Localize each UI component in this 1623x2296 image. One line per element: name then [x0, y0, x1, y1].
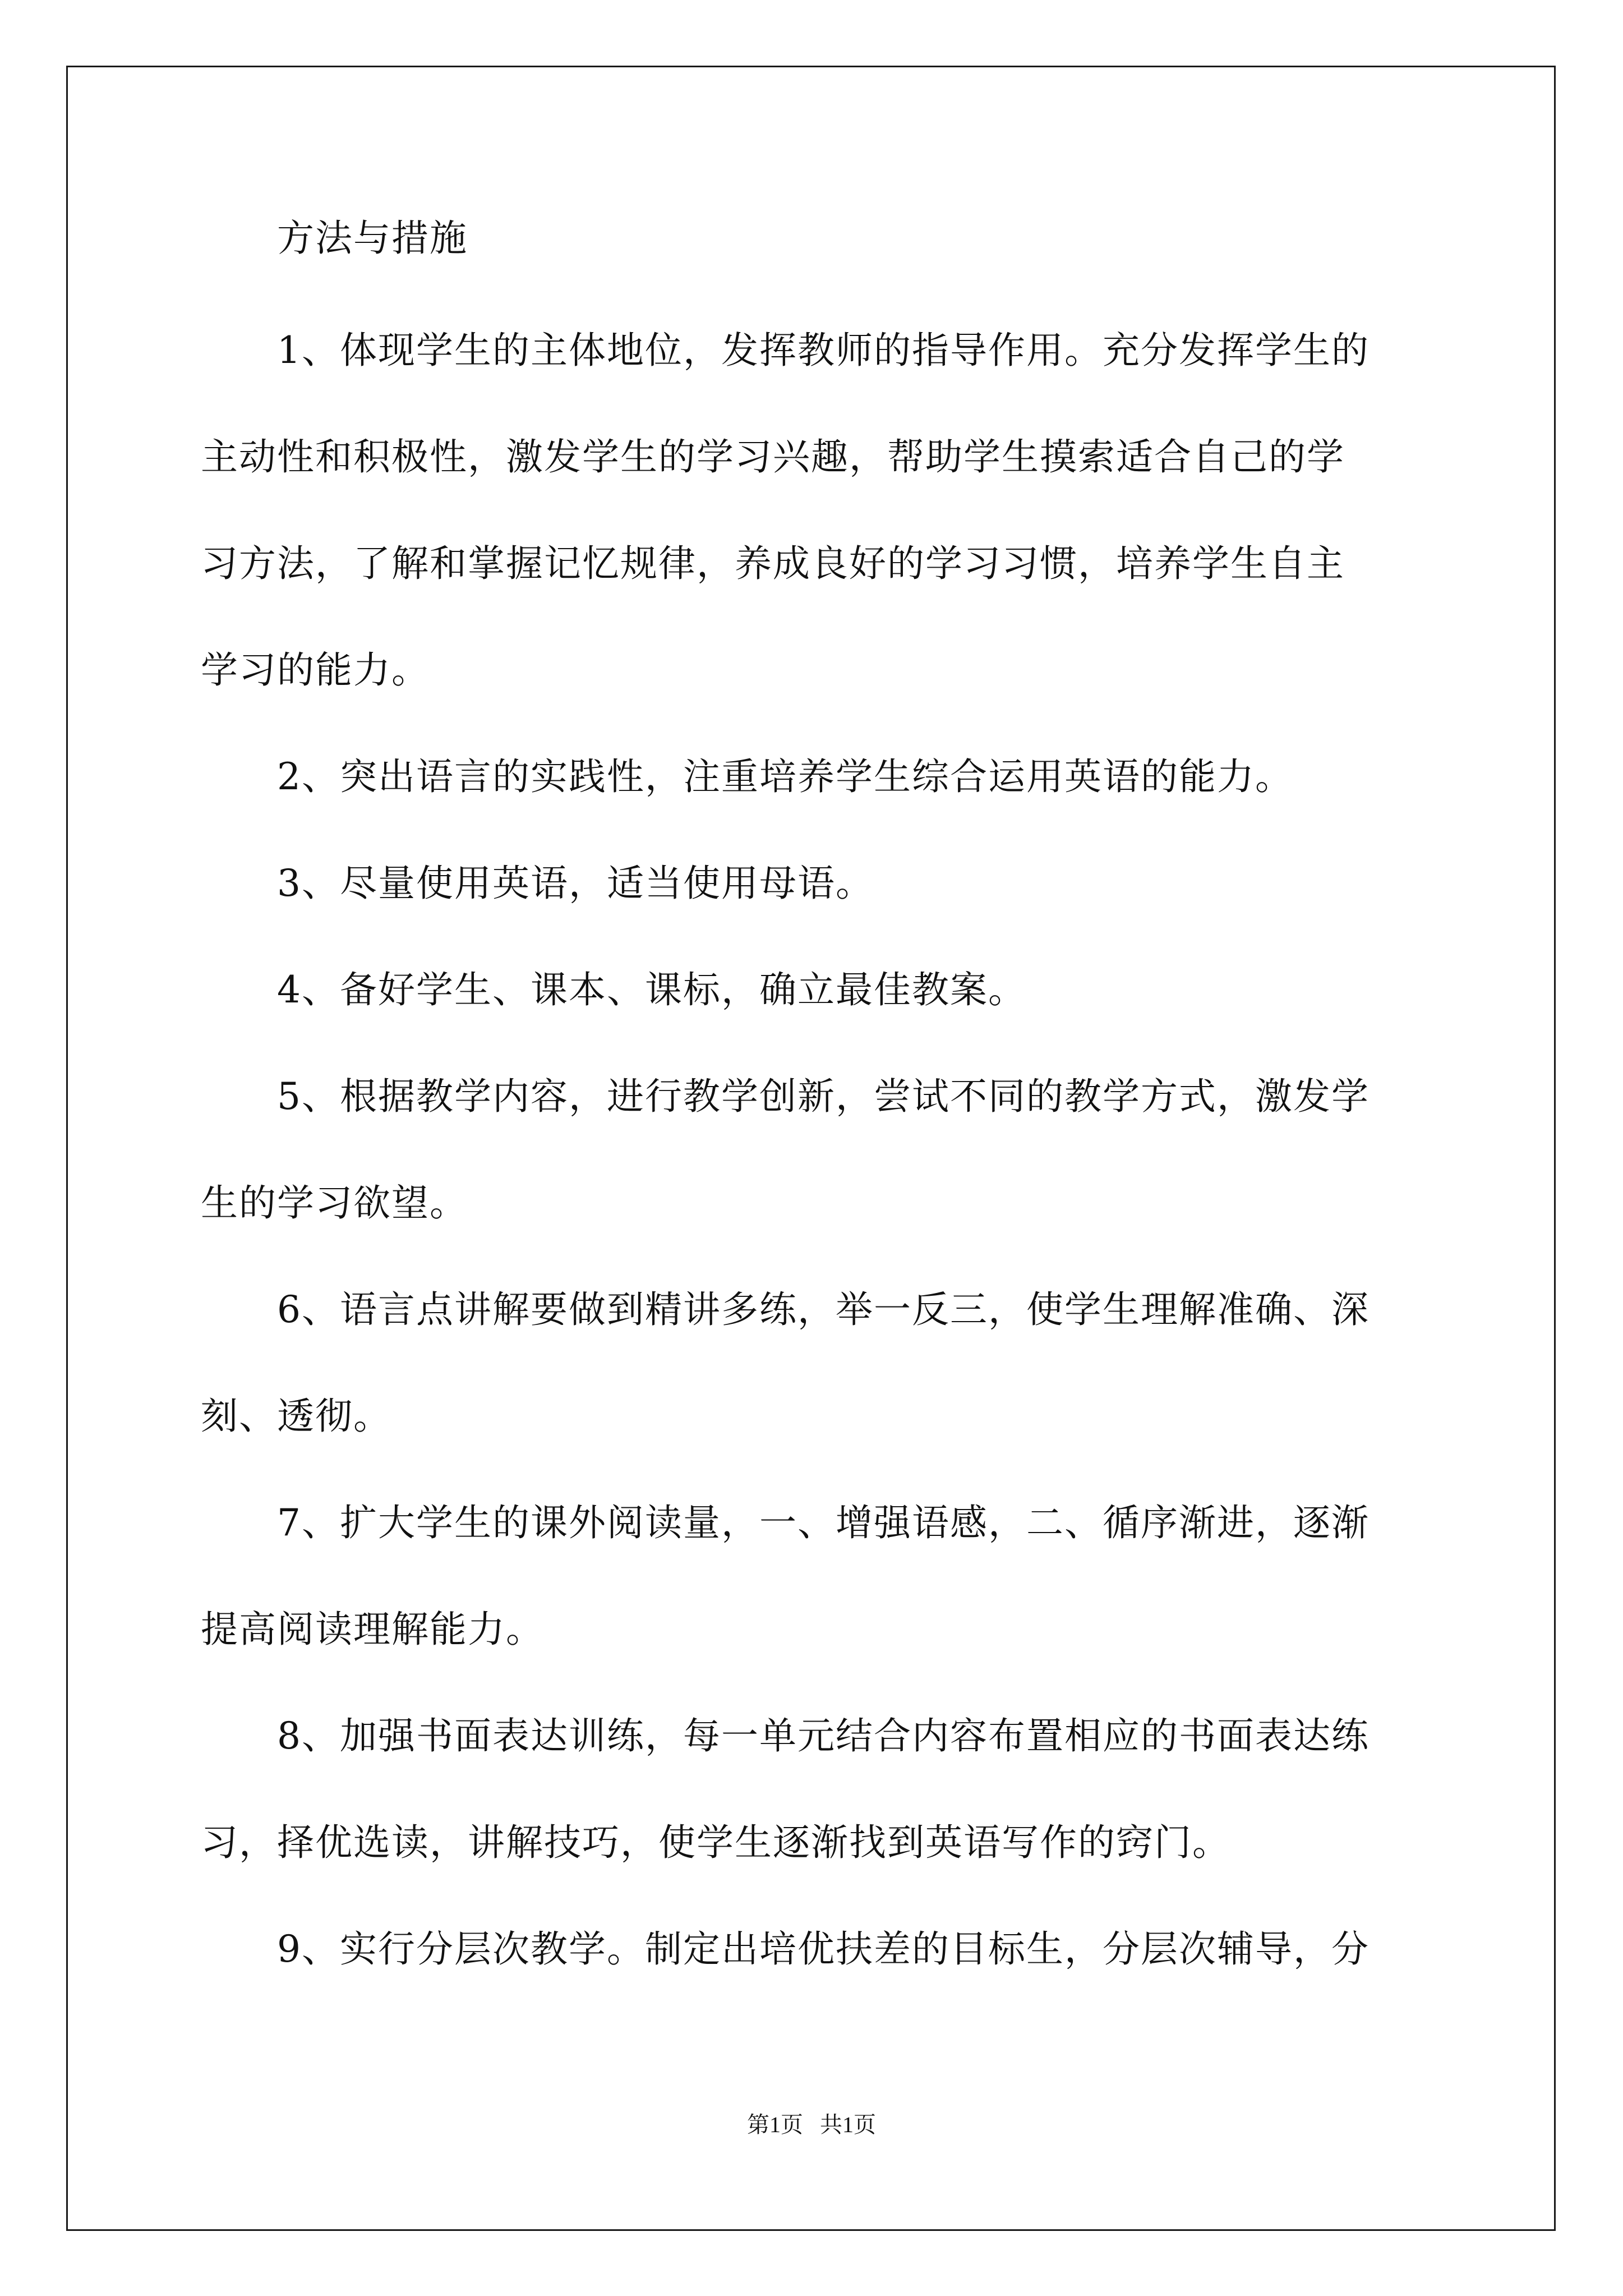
paragraph-8-line-1: 8、加强书面表达训练，每一单元结合内容布置相应的书面表达练 — [277, 1714, 1370, 1757]
paragraph-1-line-4: 学习的能力。 — [201, 648, 430, 692]
paragraph-1-line-2: 主动性和积极性，激发学生的学习兴趣，帮助学生摸索适合自己的学 — [201, 435, 1345, 478]
page-border — [66, 66, 1556, 2231]
paragraph-1-line-1: 1、体现学生的主体地位，发挥教师的指导作用。充分发挥学生的 — [277, 329, 1370, 372]
paragraph-7-line-2: 提高阅读理解能力。 — [201, 1608, 544, 1651]
paragraph-2-line-1: 2、突出语言的实践性，注重培养学生综合运用英语的能力。 — [277, 755, 1293, 798]
paragraph-5-line-1: 5、根据教学内容，进行教学创新，尝试不同的教学方式，激发学 — [277, 1075, 1370, 1118]
paragraph-4-line-1: 4、备好学生、课本、课标，确立最佳教案。 — [277, 968, 1026, 1011]
paragraph-6-line-2: 刻、透彻。 — [201, 1395, 391, 1438]
paragraph-9-line-1: 9、实行分层次教学。制定出培优扶差的目标生，分层次辅导，分 — [277, 1927, 1370, 1971]
paragraph-5-line-2: 生的学习欲望。 — [201, 1181, 468, 1225]
paragraph-6-line-1: 6、语言点讲解要做到精讲多练，举一反三，使学生理解准确、深 — [277, 1288, 1370, 1331]
paragraph-3-line-1: 3、尽量使用英语，适当使用母语。 — [277, 862, 874, 905]
paragraph-7-line-1: 7、扩大学生的课外阅读量，一、增强语感，二、循序渐进，逐渐 — [277, 1501, 1370, 1544]
page-number-footer: 第1页 共1页 — [747, 2112, 876, 2137]
paragraph-1-line-3: 习方法，了解和掌握记忆规律，养成良好的学习习惯，培养学生自主 — [201, 542, 1345, 585]
section-heading: 方法与措施 — [277, 217, 468, 260]
paragraph-8-line-2: 习，择优选读，讲解技巧，使学生逐渐找到英语写作的窍门。 — [201, 1821, 1230, 1864]
